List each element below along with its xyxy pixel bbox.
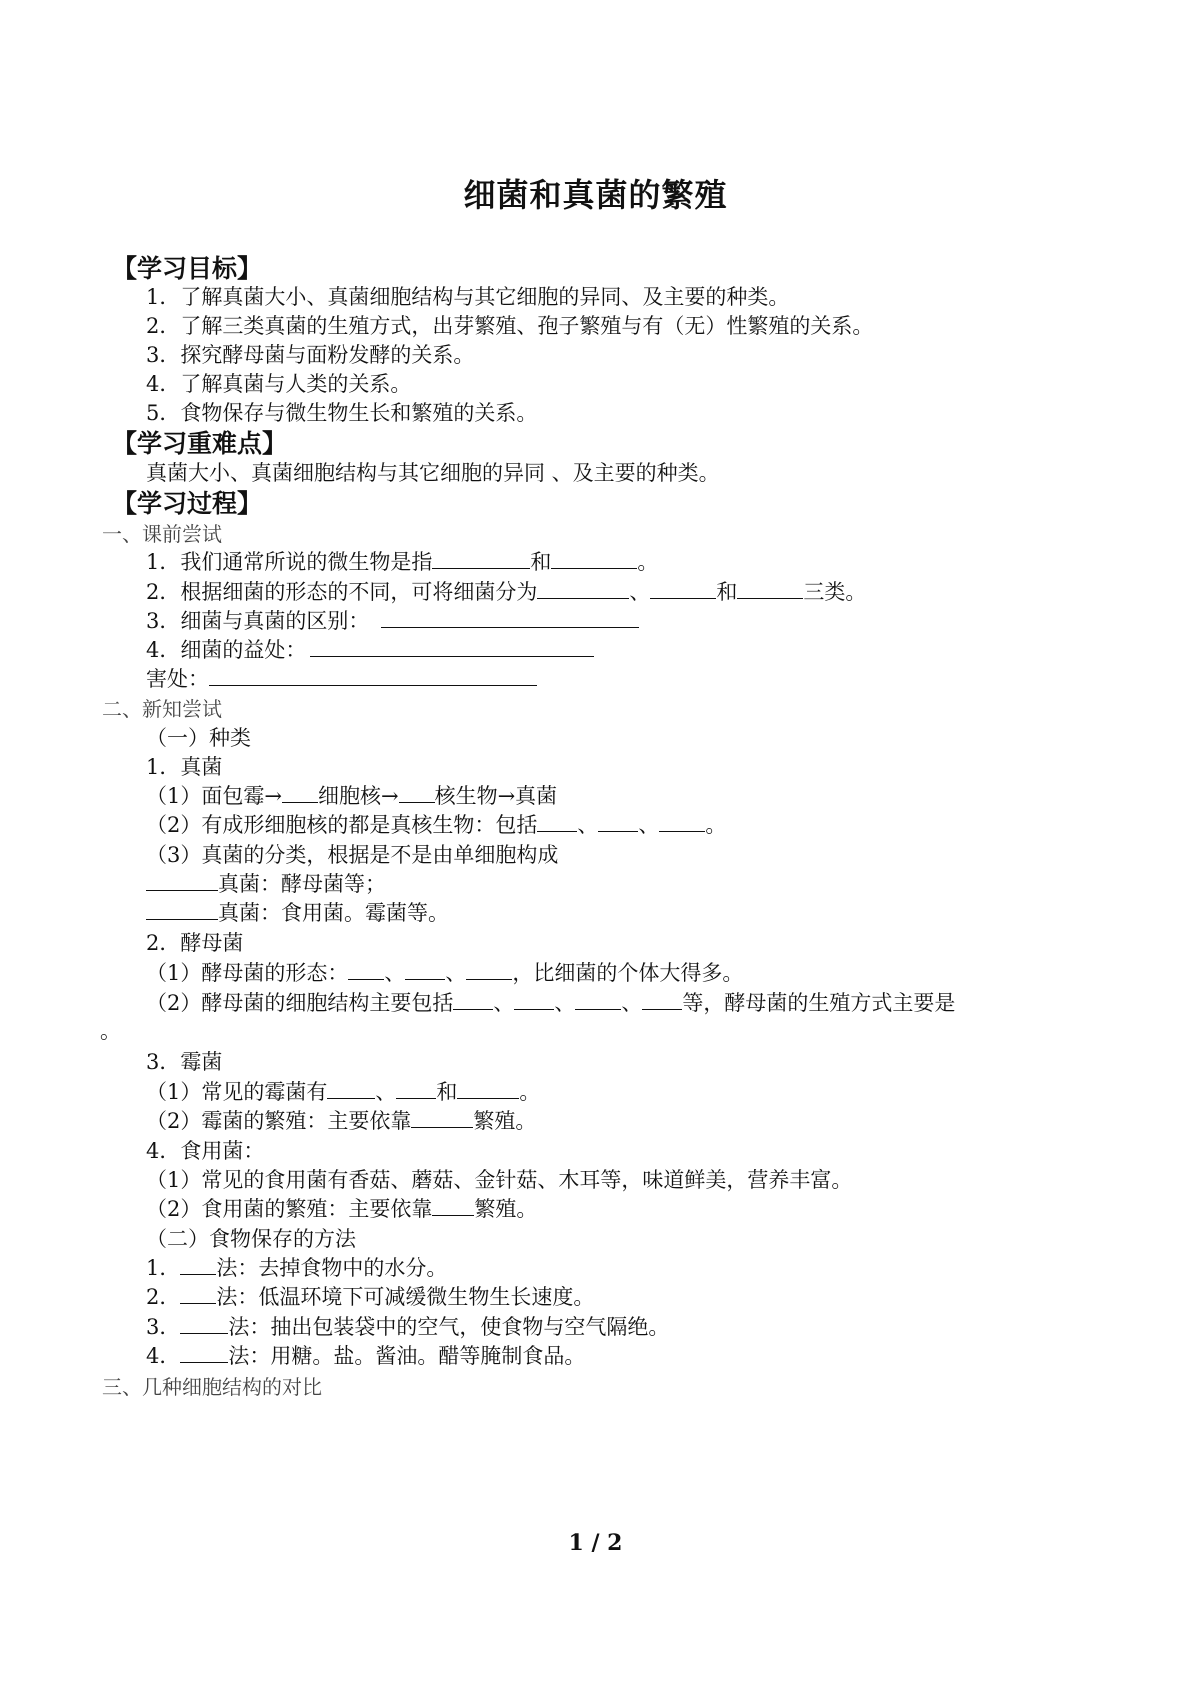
- answer-blank[interactable]: [551, 548, 637, 569]
- answer-blank[interactable]: [466, 959, 512, 980]
- goal-item: 4．了解真菌与人类的关系。: [146, 372, 412, 396]
- answer-blank[interactable]: [737, 578, 803, 599]
- preservation-item: 2． 法：低温环境下可减缓微生物生长速度。: [146, 1285, 595, 1309]
- answer-blank[interactable]: [642, 989, 682, 1010]
- answer-blank[interactable]: [209, 665, 537, 686]
- page-title: 细菌和真菌的繁殖: [463, 176, 728, 214]
- subsection-preservation: （二）食物保存的方法: [146, 1227, 356, 1251]
- yeast-item-2: （2）酵母菌的细胞结构主要包括 、 、 、 等，酵母菌的生殖方式主要是: [146, 991, 956, 1015]
- fungi-item-3: （3）真菌的分类，根据是不是由单细胞构成: [146, 843, 559, 867]
- answer-blank[interactable]: [348, 959, 384, 980]
- yeast-item-2-end: 。: [100, 1019, 121, 1043]
- section-1-title: 一、课前尝试: [102, 522, 222, 546]
- mold-item-2: （2）霉菌的繁殖：主要依靠 繁殖。: [146, 1109, 537, 1133]
- section-2-title: 二、新知尝试: [102, 697, 222, 721]
- page-number: 1 / 2: [568, 1530, 623, 1556]
- answer-blank[interactable]: [453, 989, 493, 1010]
- answer-blank[interactable]: [399, 782, 435, 803]
- answer-blank[interactable]: [327, 1078, 375, 1099]
- preservation-item: 3． 法：抽出包装袋中的空气，使食物与空气隔绝。: [146, 1315, 670, 1339]
- key-points-heading: 【学习重难点】: [112, 429, 288, 458]
- answer-blank[interactable]: [396, 1078, 436, 1099]
- section-3-title: 三、几种细胞结构的对比: [102, 1375, 322, 1399]
- answer-blank[interactable]: [575, 989, 621, 1010]
- fungi-item-2: （2）有成形细胞核的都是真核生物：包括 、 、 。: [146, 813, 727, 837]
- mold-item-1: （1）常见的霉菌有 、 和 。: [146, 1080, 541, 1104]
- answer-blank[interactable]: [180, 1254, 216, 1275]
- answer-blank[interactable]: [650, 578, 716, 599]
- answer-blank[interactable]: [282, 782, 318, 803]
- answer-blank[interactable]: [537, 578, 629, 599]
- edible-item-1: （1）常见的食用菌有香菇、蘑菇、金针菇、木耳等，味道鲜美，营养丰富。: [146, 1168, 853, 1192]
- answer-blank[interactable]: [659, 811, 705, 832]
- answer-blank[interactable]: [537, 811, 577, 832]
- answer-blank[interactable]: [146, 870, 218, 891]
- fungi-item-1: （1）面包霉→ 细胞核→ 核生物→真菌: [146, 784, 558, 808]
- answer-blank[interactable]: [180, 1313, 228, 1334]
- preservation-item: 4． 法：用糖。盐。酱油。醋等腌制食品。: [146, 1344, 586, 1368]
- process-heading: 【学习过程】: [112, 489, 263, 518]
- question-3: 3．细菌与真菌的区别：: [146, 606, 639, 636]
- answer-blank[interactable]: [180, 1283, 216, 1304]
- goal-item: 3．探究酵母菌与面粉发酵的关系。: [146, 343, 475, 367]
- answer-blank[interactable]: [146, 899, 218, 920]
- answer-blank[interactable]: [598, 811, 638, 832]
- fungi-class-unicellular: 真菌：酵母菌等；: [146, 869, 386, 899]
- answer-blank[interactable]: [405, 959, 445, 980]
- goal-item: 5．食物保存与微生物生长和繁殖的关系。: [146, 401, 538, 425]
- yeast-heading: 2．酵母菌: [146, 931, 244, 955]
- subsection-types: （一）种类: [146, 726, 251, 750]
- edible-item-2: （2）食用菌的繁殖：主要依靠 繁殖。: [146, 1197, 538, 1221]
- goal-item: 2．了解三类真菌的生殖方式，出芽繁殖、孢子繁殖与有（无）性繁殖的关系。: [146, 314, 874, 338]
- edible-heading: 4．食用菌：: [146, 1139, 265, 1163]
- question-4-harm: 害处：: [146, 664, 537, 694]
- answer-blank[interactable]: [310, 636, 594, 657]
- answer-blank[interactable]: [514, 989, 554, 1010]
- preservation-item: 1． 法：去掉食物中的水分。: [146, 1256, 448, 1280]
- question-1: 1．我们通常所说的微生物是指 和 。: [146, 550, 659, 574]
- answer-blank[interactable]: [457, 1078, 519, 1099]
- answer-blank[interactable]: [411, 1107, 473, 1128]
- goals-heading: 【学习目标】: [112, 254, 263, 283]
- goal-item: 1．了解真菌大小、真菌细胞结构与其它细胞的异同、及主要的种类。: [146, 285, 790, 309]
- question-2: 2．根据细菌的形态的不同，可将细菌分为 、 和 三类。: [146, 580, 867, 604]
- answer-blank[interactable]: [381, 607, 639, 628]
- key-points-text: 真菌大小、真菌细胞结构与其它细胞的异同 、及主要的种类。: [146, 461, 720, 485]
- yeast-item-1: （1）酵母菌的形态： 、 、 ，比细菌的个体大得多。: [146, 961, 744, 985]
- answer-blank[interactable]: [432, 1195, 474, 1216]
- answer-blank[interactable]: [432, 548, 530, 569]
- answer-blank[interactable]: [180, 1342, 228, 1363]
- question-4: 4．细菌的益处：: [146, 635, 594, 665]
- mold-heading: 3．霉菌: [146, 1050, 223, 1074]
- fungi-heading: 1．真菌: [146, 755, 223, 779]
- fungi-class-multicellular: 真菌：食用菌。霉菌等。: [146, 898, 449, 928]
